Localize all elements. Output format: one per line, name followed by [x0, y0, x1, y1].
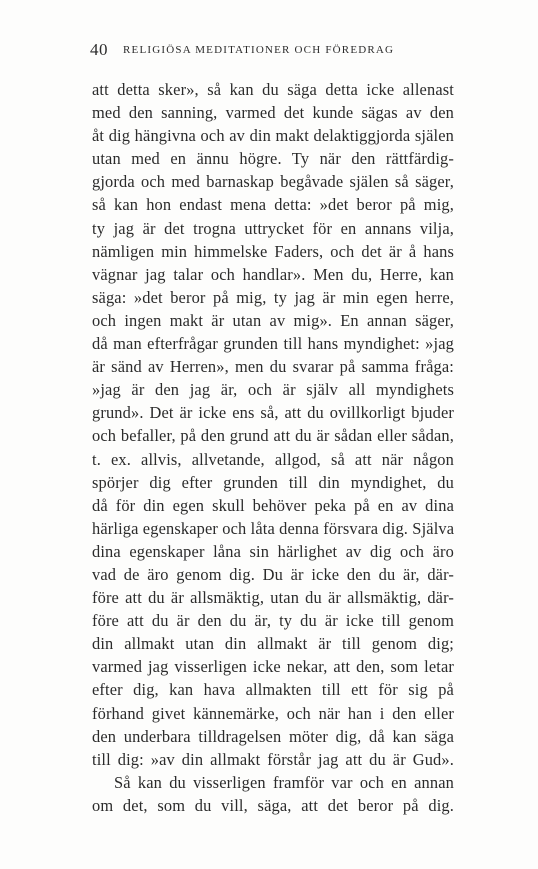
text-line: förhand givet kännemärke, och när han i den eller: [92, 703, 454, 723]
text-line: din allmakt utan din allmakt är till genom dig;: [92, 634, 454, 654]
text-line: vägnar jag talar och handlar». Men du, Herre, kan: [92, 264, 454, 284]
text-line: så kan hon endast mena detta: »det beror på mig,: [92, 195, 454, 215]
running-title: RELIGIÖSA MEDITATIONER OCH FÖREDRAG: [123, 44, 395, 56]
text-line: »jag är den jag är, och är själv all myndighets: [92, 380, 454, 400]
text-line: med den sanning, varmed det kunde sägas av den: [92, 103, 454, 123]
text-line: grund». Det är icke ens så, att du ovillkorligt bjuder: [92, 403, 454, 423]
text-line: då för din egen skull behöver peka på en av dina: [92, 495, 454, 515]
text-line: varmed jag visserligen icke nekar, att den, som letar: [92, 657, 454, 677]
page-number: 40: [90, 40, 108, 59]
text-line: om det, som du vill, säga, att det beror på dig.: [92, 795, 454, 815]
running-head: [90, 40, 450, 62]
text-line: nämligen min himmelske Faders, och det är å hans: [92, 241, 454, 261]
text-line: säga: »det beror på mig, ty jag är min egen herre,: [92, 287, 454, 307]
text-line: före att du är allsmäktig, utan du är allsmäktig, där-: [92, 588, 454, 608]
text-line: ty jag är det trogna uttrycket för en annans vilja,: [92, 218, 454, 238]
text-line: då man efterfrågar grunden till hans myndighet: »jag: [92, 334, 454, 354]
text-line: och befaller, på den grund att du är sådan eller sådan,: [92, 426, 454, 446]
text-line: och ingen makt är utan av mig». En annan säger,: [92, 310, 454, 330]
text-line: spörjer dig efter grunden till din myndighet, du: [92, 472, 454, 492]
text-line: vad de äro genom dig. Du är icke den du är, där-: [92, 564, 454, 584]
text-line: t. ex. allvis, allvetande, allgod, så att när någon: [92, 449, 454, 469]
text-line: härliga egenskaper och låta denna försvara dig. Själva: [92, 518, 455, 538]
text-line: att detta sker», så kan du säga detta icke allenast: [92, 80, 454, 99]
text-line: åt dig hängivna och av din makt delaktiggjorda själen: [92, 126, 454, 146]
text-line: Så kan du visserligen framför var och en annan: [114, 772, 454, 792]
text-line: utan med en ännu högre. Ty när den rättfärdig-: [92, 149, 454, 169]
text-line: gjorda och med barnaskap begåvade själen så säger,: [92, 172, 454, 192]
text-line: före att du är den du är, ty du är icke till genom: [92, 611, 454, 631]
text-line: efter dig, kan hava allmakten till ett för sig på: [92, 680, 454, 700]
text-line: den underbara tilldragelsen möter dig, då kan säga: [92, 726, 454, 746]
text-line: till dig: »av din allmakt förstår jag att du är Gud».: [92, 749, 454, 769]
text-line: är sänd av Herren», men du svarar på samma fråga:: [92, 357, 454, 377]
text-line: dina egenskaper låna sin härlighet av dig och äro: [92, 541, 454, 561]
body-text: [92, 78, 454, 817]
